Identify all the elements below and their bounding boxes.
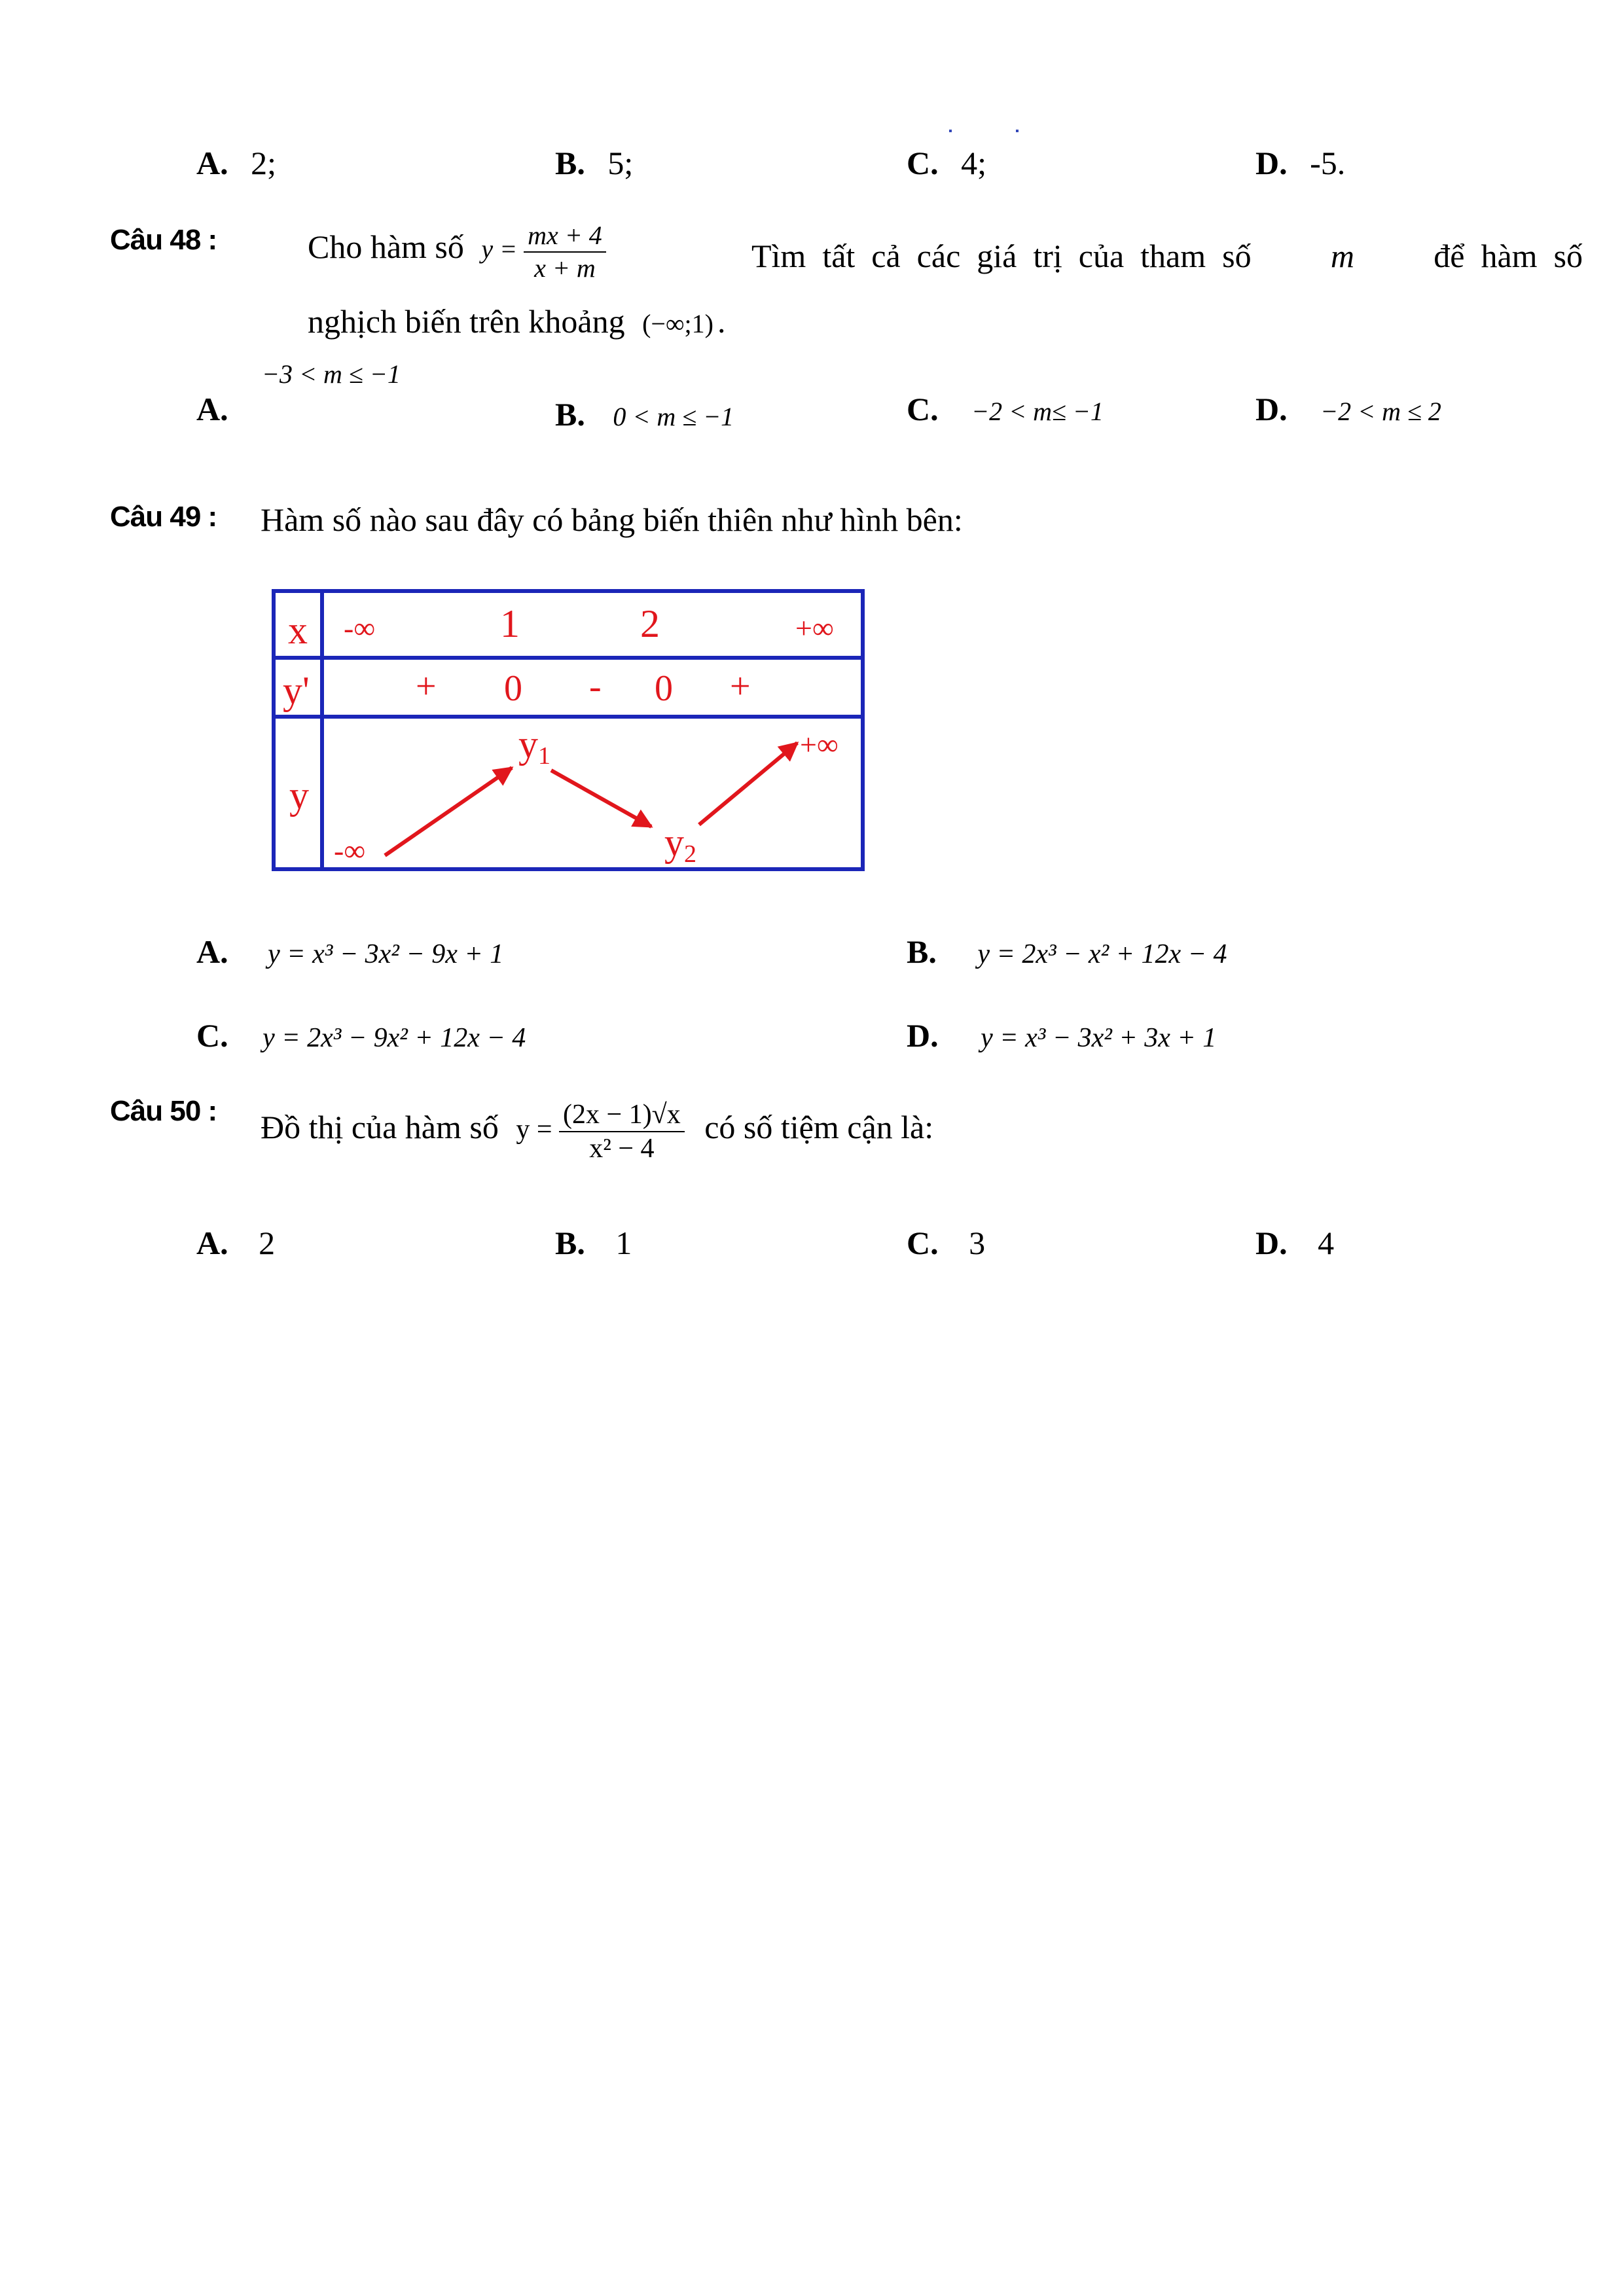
q50-answer-a[interactable] — [196, 1224, 275, 1262]
row-label-y: y — [289, 774, 309, 817]
q48-param: m — [1330, 238, 1354, 274]
fraction-denominator: x² − 4 — [589, 1134, 655, 1164]
row-label-x: x — [288, 609, 308, 652]
answer-value: 4; — [961, 145, 987, 181]
answer-value: 2; — [251, 145, 277, 181]
y-value-neg-inf: -∞ — [334, 834, 366, 867]
q49-answer-c[interactable] — [196, 1016, 526, 1054]
q47-answer-a[interactable] — [196, 144, 276, 182]
fraction-body — [524, 221, 606, 283]
answer-value: −2 < m≤ −1 — [971, 397, 1104, 426]
x-value-1: 1 — [500, 602, 520, 645]
answer-label: A. — [196, 391, 228, 427]
q50-answer-c[interactable] — [907, 1224, 985, 1262]
fraction-numerator: mx + 4 — [524, 221, 606, 253]
answer-label: C. — [907, 391, 939, 427]
answer-label: C. — [907, 145, 939, 181]
q48-question-right — [751, 237, 1583, 275]
fraction-lhs: y = — [481, 234, 518, 264]
q48-answer-d[interactable] — [1255, 390, 1441, 428]
q48-text-after: Tìm tất cả các giá trị của tham số — [751, 238, 1252, 274]
q50-answer-b[interactable] — [555, 1224, 632, 1262]
arrow-down — [551, 770, 651, 827]
answer-value: y = 2x³ − x² + 12x − 4 — [977, 939, 1227, 969]
yprime-zero-2: 0 — [655, 668, 673, 709]
answer-label: A. — [196, 145, 228, 181]
yprime-sign-2: - — [589, 666, 602, 707]
yprime-sign-1: + — [416, 666, 437, 707]
q48-line2-text: nghịch biến trên khoảng — [308, 303, 625, 340]
q48-text-end: để hàm số — [1434, 238, 1583, 274]
fraction-denominator: x + m — [534, 253, 596, 283]
answer-value: 0 < m ≤ −1 — [613, 402, 734, 431]
arrow-up-1 — [385, 768, 512, 855]
answer-value: 5; — [607, 145, 634, 181]
q48-label: Câu 48 : — [110, 224, 217, 256]
q50-fraction — [516, 1100, 691, 1164]
row-label-yprime: y' — [283, 669, 310, 712]
q50-answer-d[interactable] — [1255, 1224, 1334, 1262]
yprime-sign-3: + — [730, 666, 751, 707]
q48-line2 — [308, 302, 725, 340]
x-value-2: 2 — [640, 602, 660, 645]
y1-letter: y — [518, 723, 538, 766]
top-mark-right — [1016, 130, 1019, 132]
answer-label: A. — [196, 1225, 228, 1261]
answer-value: y = 2x³ − 9x² + 12x − 4 — [262, 1023, 526, 1053]
answer-value: 1 — [615, 1225, 632, 1261]
answer-value: −3 < m ≤ −1 — [262, 359, 401, 389]
y-value-y1 — [518, 723, 550, 770]
answer-label: B. — [555, 1225, 585, 1261]
q48-question — [308, 221, 606, 283]
answer-value: −2 < m ≤ 2 — [1320, 397, 1441, 426]
answer-value: -5. — [1310, 145, 1346, 181]
q50-intro: Đồ thị của hàm số — [261, 1108, 499, 1145]
q49-question: Hàm số nào sau đây có bảng biến thiên như hình bên: — [261, 501, 963, 538]
answer-label: B. — [907, 933, 937, 970]
x-value-pos-inf: +∞ — [795, 611, 834, 645]
q50-question — [261, 1100, 933, 1164]
arrow-up-2 — [699, 743, 797, 825]
q47-answer-c[interactable] — [907, 144, 986, 182]
q49-answer-d[interactable] — [907, 1016, 1216, 1054]
y2-letter: y — [664, 821, 684, 864]
answer-label: C. — [907, 1225, 939, 1261]
y-value-y2 — [664, 821, 696, 868]
answer-value: 3 — [969, 1225, 986, 1261]
q48-answer-c[interactable] — [907, 390, 1104, 428]
answer-value: y = x³ − 3x² − 9x + 1 — [268, 939, 504, 969]
q50-label: Câu 50 : — [110, 1095, 217, 1127]
answer-label: D. — [1255, 1225, 1288, 1261]
variation-table — [268, 586, 871, 874]
q49-answer-a[interactable] — [196, 933, 503, 971]
q47-answer-d[interactable] — [1255, 144, 1345, 182]
answer-label: D. — [1255, 145, 1288, 181]
top-mark-left — [949, 130, 952, 132]
q48-interval: (−∞;1) — [642, 309, 713, 338]
fraction-numerator: (2x − 1)√x — [559, 1100, 685, 1132]
fraction-lhs: y = — [516, 1114, 552, 1145]
answer-value: 4 — [1318, 1225, 1335, 1261]
y1-subscript: 1 — [538, 742, 550, 770]
answer-label: A. — [196, 933, 228, 970]
q48-dot: . — [717, 303, 726, 340]
answer-label: B. — [555, 396, 585, 433]
answer-value: y = x³ − 3x² + 3x + 1 — [981, 1023, 1217, 1053]
y-value-pos-inf: +∞ — [800, 728, 839, 761]
q48-fraction — [481, 221, 605, 283]
answer-label: B. — [555, 145, 585, 181]
yprime-zero-1: 0 — [504, 668, 522, 709]
q48-answer-b[interactable] — [555, 395, 734, 433]
fraction-body — [559, 1100, 685, 1164]
q50-text-after: có số tiệm cận là: — [704, 1108, 934, 1145]
y2-subscript: 2 — [684, 840, 696, 868]
q49-label: Câu 49 : — [110, 501, 217, 533]
answer-label: D. — [907, 1017, 939, 1054]
answer-value: 2 — [259, 1225, 276, 1261]
answer-label: D. — [1255, 391, 1288, 427]
q48-intro: Cho hàm số — [308, 228, 464, 266]
q47-answer-b[interactable] — [555, 144, 633, 182]
x-value-neg-inf: -∞ — [344, 611, 376, 645]
answer-label: C. — [196, 1017, 228, 1054]
q49-answer-b[interactable] — [907, 933, 1227, 971]
